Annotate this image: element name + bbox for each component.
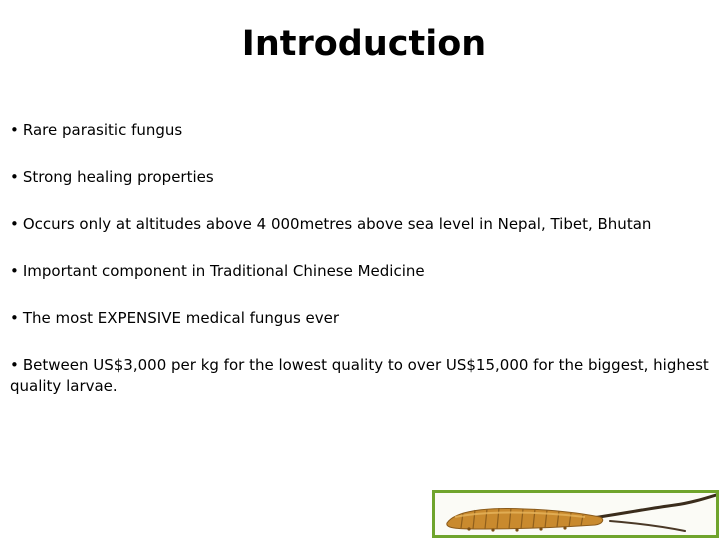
bullet-text: Occurs only at altitudes above 4 000metres above sea level in Nepal, Tibet, Bhutan — [22, 215, 652, 233]
bullet-text: The most EXPENSIVE medical fungus ever — [22, 309, 340, 327]
bullet-dot: • — [10, 215, 19, 233]
bullet-item — [10, 355, 720, 397]
bullet-dot: • — [10, 309, 19, 327]
bullet-item — [10, 308, 720, 329]
bullet-item — [10, 214, 720, 235]
cordyceps-illustration — [435, 493, 716, 535]
bullet-dot: • — [10, 356, 19, 374]
bullet-text: Important component in Traditional Chinese Medicine — [22, 262, 425, 280]
slide-title: Introduction — [241, 24, 487, 64]
bullet-item — [10, 261, 720, 282]
bullet-dot: • — [10, 121, 19, 139]
bullet-text: Rare parasitic fungus — [22, 121, 183, 139]
bullet-text: Strong healing properties — [22, 168, 214, 186]
bullet-text: Between US$3,000 per kg for the lowest quality to over US$15,000 for the biggest, highest quality larvae. — [10, 356, 709, 395]
bullet-dot: • — [10, 262, 19, 280]
bullet-list — [10, 120, 720, 423]
bullet-dot: • — [10, 168, 19, 186]
bullet-item — [10, 167, 720, 188]
cordyceps-fungus-photo — [432, 490, 719, 538]
bullet-item — [10, 120, 720, 141]
